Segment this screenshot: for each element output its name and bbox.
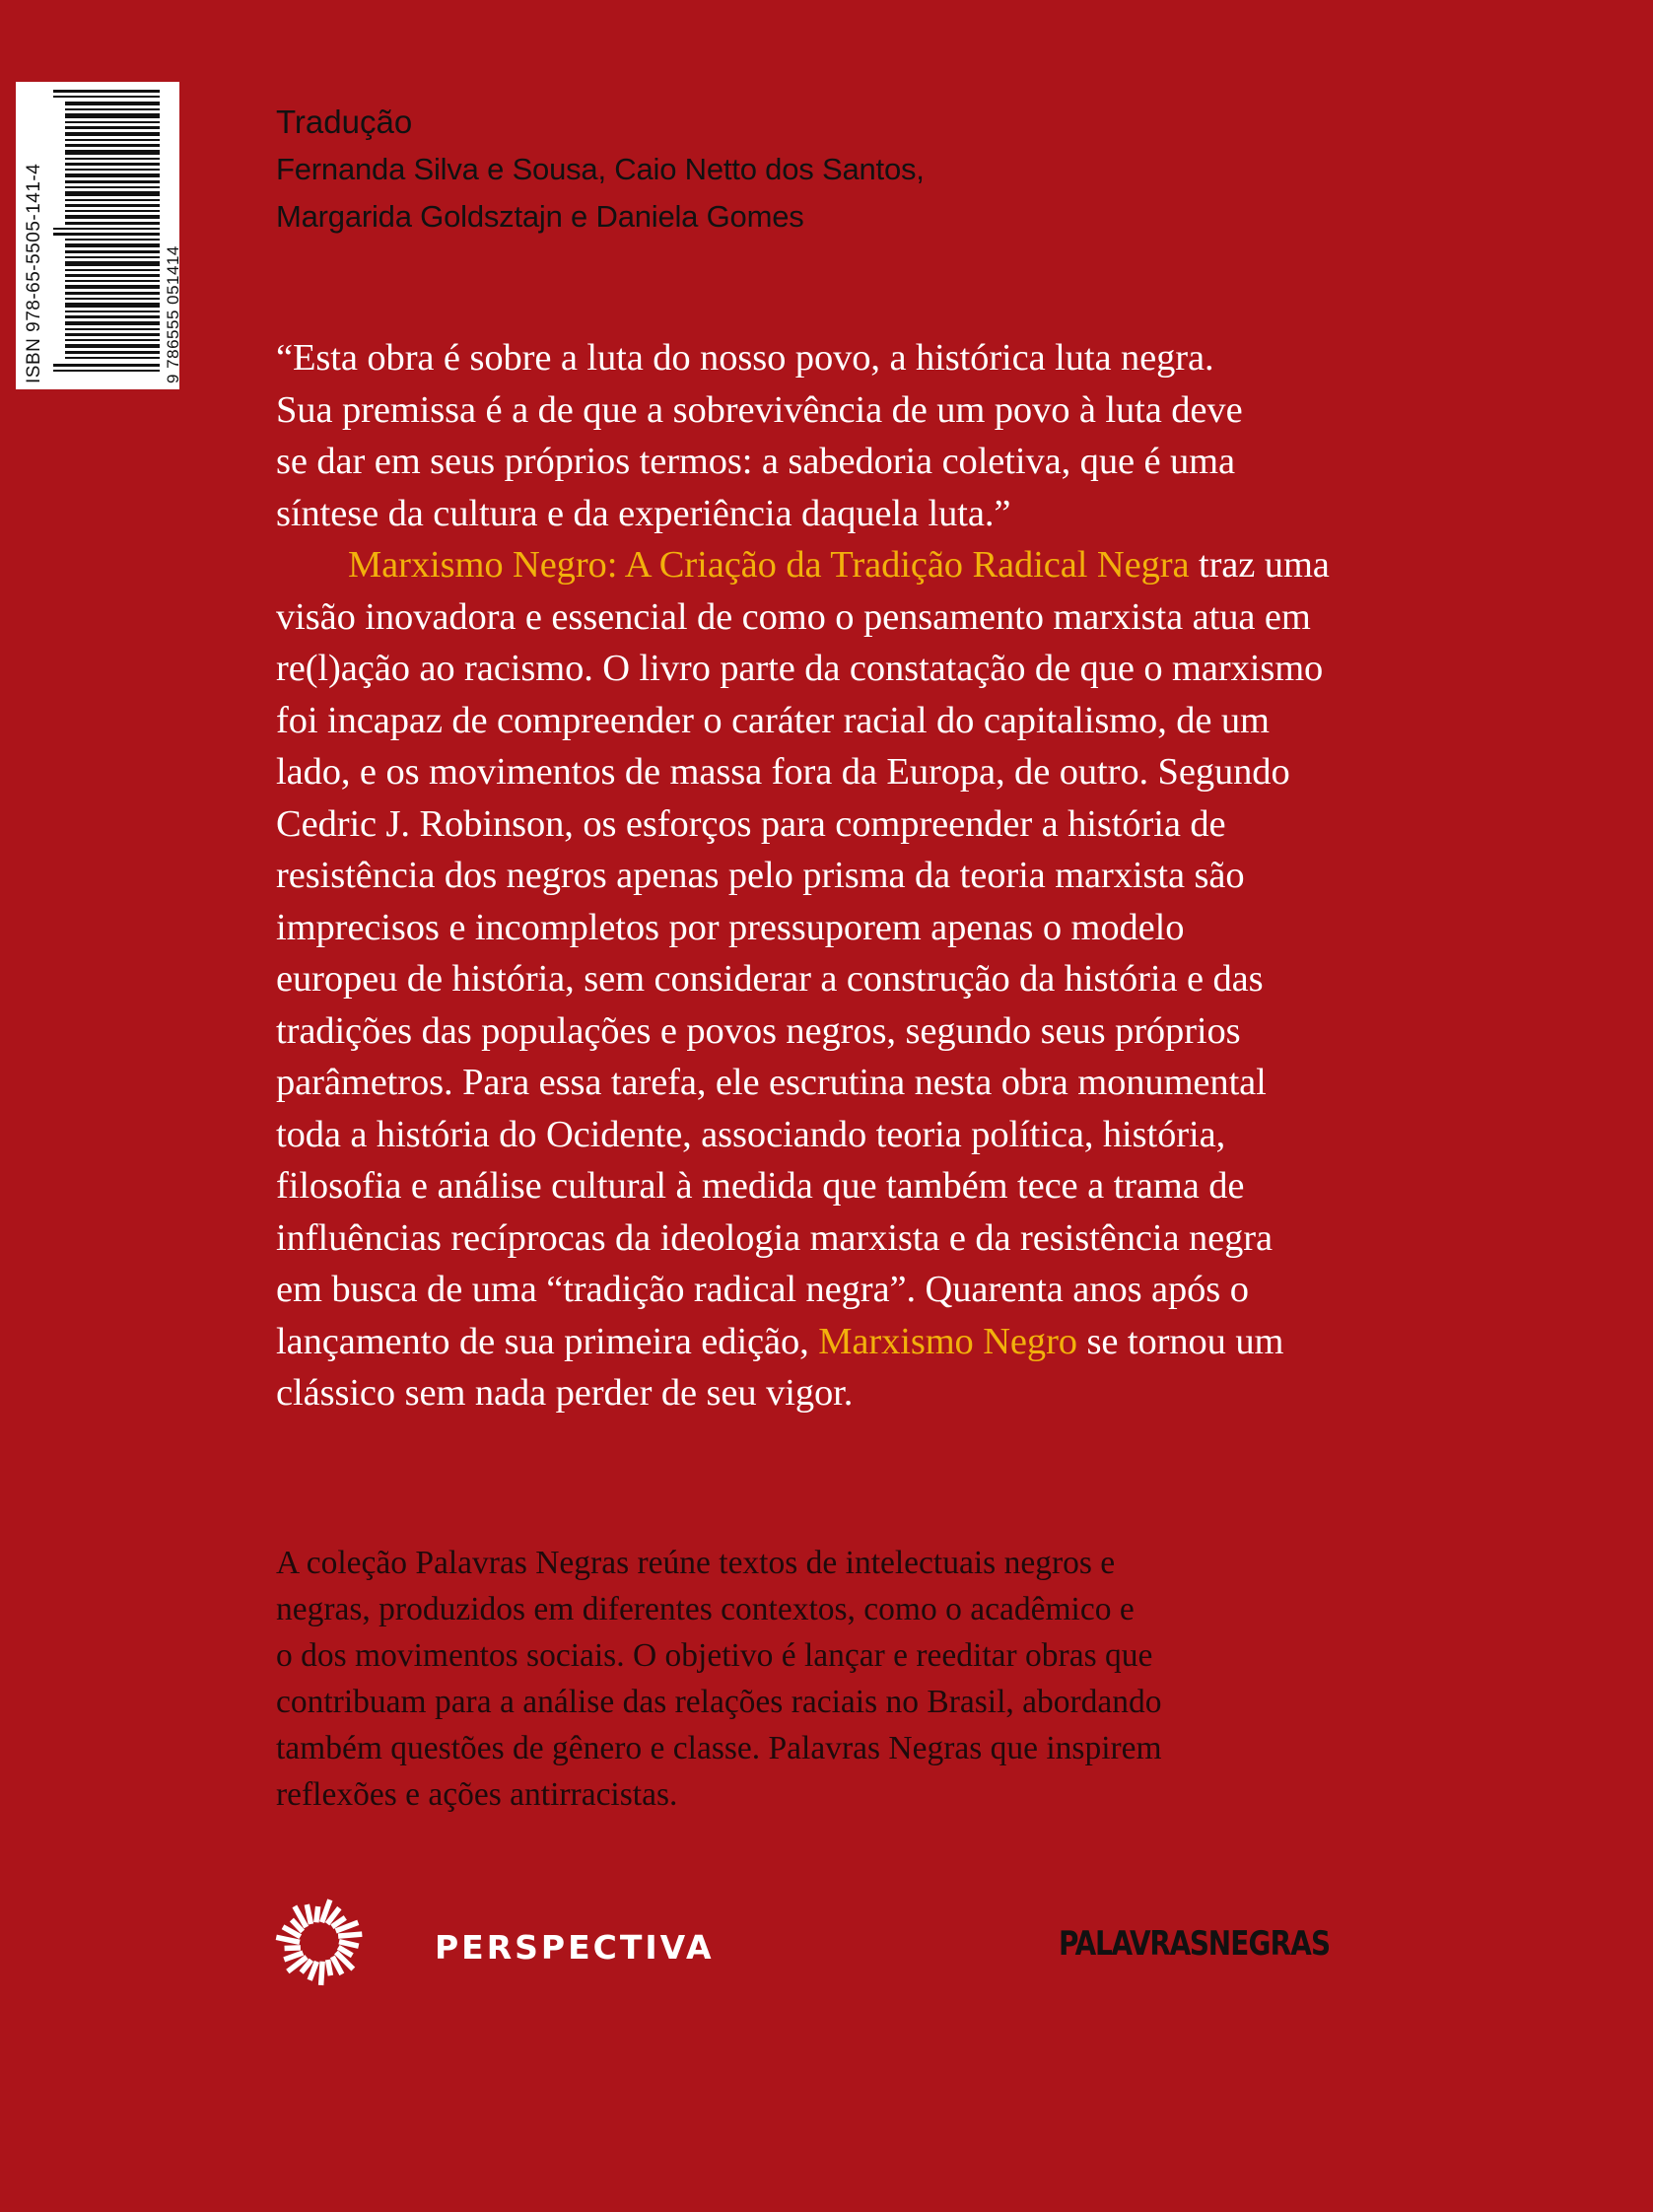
description-line: influências recíprocas da ideologia marxista e da resistência negra (276, 1216, 1273, 1259)
isbn-number: ISBN 978-65-5505-141-4 (24, 163, 44, 383)
collection-description (276, 1540, 1508, 1818)
sunburst-ray (316, 1906, 318, 1922)
description-line: Marxismo Negro: A Criação da Tradição Radical Negra traz uma (348, 544, 1330, 586)
publisher-name: PERSPECTIVA (435, 1928, 715, 1967)
sunburst-ray (339, 1942, 359, 1947)
translation-credits (276, 99, 1410, 241)
quote-line: se dar em seus próprios termos: a sabedoria coletiva, que é uma (276, 441, 1235, 482)
book-title-highlight: Marxismo Negro (818, 1320, 1077, 1362)
description-line: visão inovadora e essencial de como o pensamento marxista atua em (276, 595, 1311, 638)
quote-line: “Esta obra é sobre a luta do nosso povo, a histórica luta negra. (276, 337, 1214, 379)
barcode-digits: 9 786555 051414 (164, 245, 182, 383)
collection-line: A coleção Palavras Negras reúne textos de intelectuais negros e (276, 1545, 1116, 1581)
book-title-highlight: Marxismo Negro: A Criação da Tradição Radical Negra (348, 544, 1190, 586)
description-line: tradições das populações e povos negros, segundo seus próprios (276, 1009, 1241, 1052)
isbn-barcode (16, 82, 182, 389)
quote-line: Sua premissa é a de que a sobrevivência de um povo à luta deve (276, 388, 1243, 431)
description-line: toda a história do Ocidente, associando teoria política, história, (276, 1113, 1226, 1155)
sunburst-ray (276, 1937, 300, 1942)
book-description (276, 332, 1557, 1419)
description-line: filosofia e análise cultural à medida que também tece a trama de (276, 1165, 1245, 1207)
description-line: lançamento de sua primeira edição, Marxismo Negro se tornou um (276, 1320, 1284, 1362)
description-line: imprecisos e incompletos por pressuporem apenas o modelo (276, 906, 1185, 948)
credits-names-line2: Margarida Goldsztajn e Daniela Gomes (276, 199, 804, 234)
collection-line: contribuam para a análise das relações raciais no Brasil, abordando (276, 1684, 1162, 1720)
credits-label: Tradução (276, 104, 413, 140)
description-line: resistência dos negros apenas pelo prisma da teoria marxista são (276, 855, 1245, 896)
description-line: europeu de história, sem considerar a construção da história e das (276, 958, 1264, 1000)
description-line: re(l)ação ao racismo. O livro parte da constatação de que o marxismo (276, 648, 1324, 689)
sunburst-ray (321, 1962, 322, 1985)
description-line: lado, e os movimentos de massa fora da Europa, de outro. Segundo (276, 751, 1290, 793)
collection-line: reflexões e ações antirracistas. (276, 1776, 678, 1813)
description-line: em busca de uma “tradição radical negra”. Quarenta anos após o (276, 1269, 1249, 1310)
sunburst-ray (307, 1904, 310, 1924)
description-line: foi incapaz de compreender o caráter racial do capitalismo, de um (276, 699, 1270, 741)
sunburst-ray (328, 1960, 331, 1975)
description-line: Cedric J. Robinson, os esforços para compreender a história de (276, 802, 1226, 845)
collection-line: o dos movimentos sociais. O objetivo é lançar e reeditar obras que (276, 1637, 1153, 1674)
description-line: clássico sem nada perder de seu vigor. (276, 1372, 854, 1414)
credits-names-line1: Fernanda Silva e Sousa, Caio Netto dos Santos, (276, 152, 925, 186)
sunburst-logo-icon (270, 1893, 369, 1991)
description-line: parâmetros. Para essa tarefa, ele escrutina nesta obra monumental (276, 1062, 1267, 1103)
sunburst-ray (338, 1934, 362, 1936)
sunburst-ray (285, 1948, 301, 1949)
series-logo: PALAVRASNEGRAS (1059, 1924, 1331, 1964)
collection-line: também questões de gênero e classe. Palavras Negras que inspirem (276, 1730, 1162, 1766)
collection-line: negras, produzidos em diferentes contextos, como o acadêmico e (276, 1591, 1135, 1627)
quote-line: síntese da cultura e da experiência daquela luta.” (276, 492, 1011, 534)
